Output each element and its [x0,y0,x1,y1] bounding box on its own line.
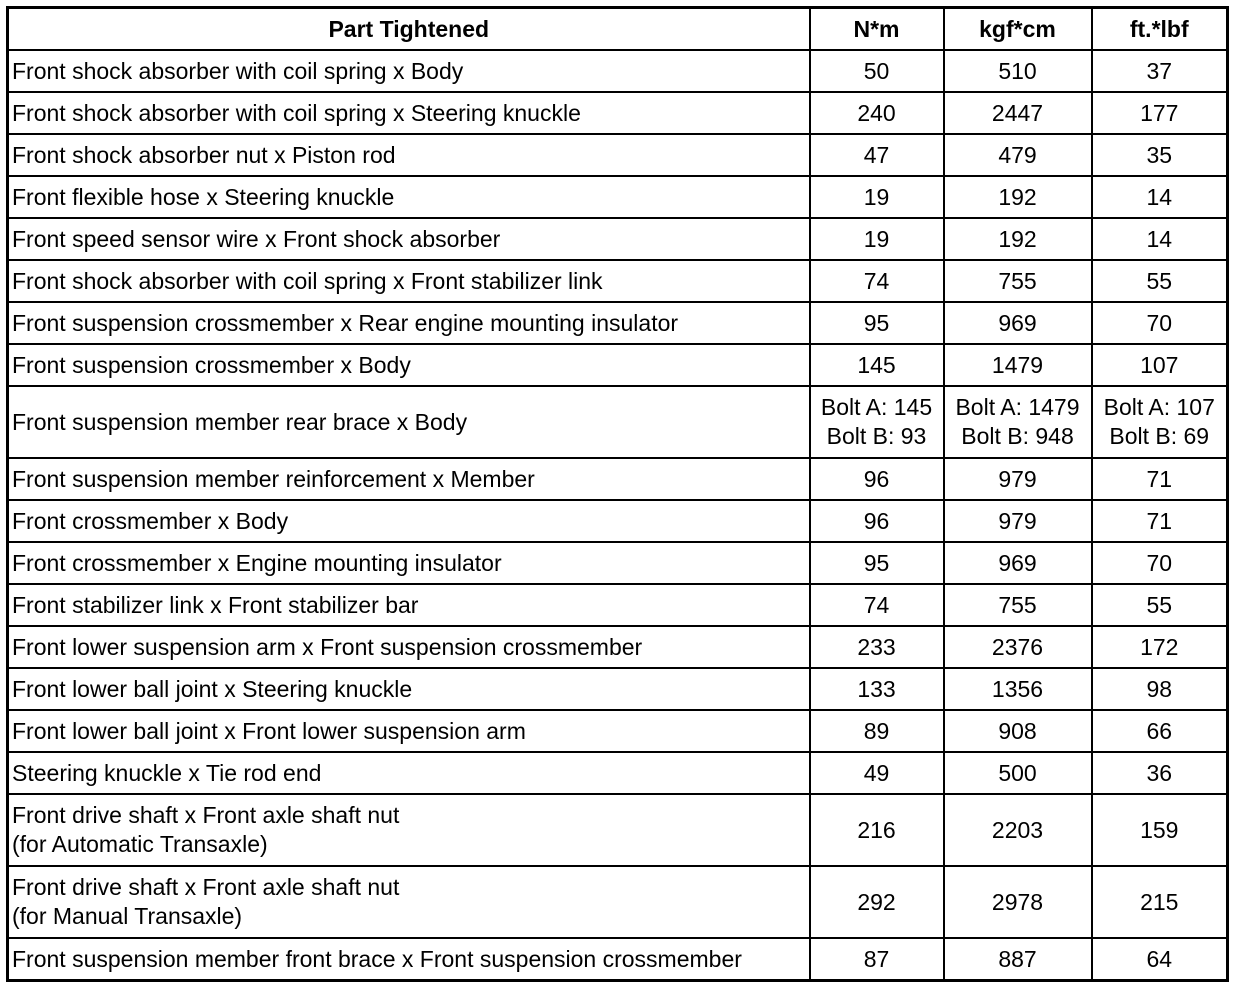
table-row [8,218,1228,260]
nm-cell: 19 [810,176,944,218]
table-row [8,344,1228,386]
nm-cell: 292 [810,866,944,938]
kgf-cell: 1356 [944,668,1092,710]
table-row [8,542,1228,584]
nm-cell: 19 [810,218,944,260]
header-part-tightened: Part Tightened [8,8,810,51]
table-row [8,752,1228,794]
ft-cell: 66 [1092,710,1228,752]
part-cell: Front suspension member reinforcement x Member [8,458,810,500]
part-cell: Front shock absorber with coil spring x Front stabilizer link [8,260,810,302]
nm-cell: 240 [810,92,944,134]
table-row [8,302,1228,344]
table-row [8,458,1228,500]
kgf-cell: 755 [944,584,1092,626]
ft-cell: 14 [1092,218,1228,260]
nm-cell: 96 [810,500,944,542]
table-row [8,176,1228,218]
part-cell: Front suspension crossmember x Rear engine mounting insulator [8,302,810,344]
header-newton-meter: N*m [810,8,944,51]
ft-cell: 177 [1092,92,1228,134]
nm-cell: 49 [810,752,944,794]
part-cell: Front shock absorber with coil spring x Steering knuckle [8,92,810,134]
header-kgf-cm: kgf*cm [944,8,1092,51]
nm-cell: 50 [810,50,944,92]
kgf-cell: 755 [944,260,1092,302]
part-cell: Front shock absorber nut x Piston rod [8,134,810,176]
ft-cell: Bolt A: 107 Bolt B: 69 [1092,386,1228,458]
kgf-cell: 479 [944,134,1092,176]
kgf-cell: 887 [944,938,1092,981]
torque-specification-table [6,6,1229,982]
header-ft-lbf: ft.*lbf [1092,8,1228,51]
ft-cell: 98 [1092,668,1228,710]
kgf-cell: 969 [944,542,1092,584]
table-row [8,584,1228,626]
table-row [8,92,1228,134]
table-row [8,668,1228,710]
part-cell: Front drive shaft x Front axle shaft nut (for Manual Transaxle) [8,866,810,938]
nm-cell: 95 [810,542,944,584]
ft-cell: 14 [1092,176,1228,218]
ft-cell: 159 [1092,794,1228,866]
kgf-cell: 2376 [944,626,1092,668]
kgf-cell: 979 [944,500,1092,542]
nm-cell: 47 [810,134,944,176]
ft-cell: 37 [1092,50,1228,92]
nm-cell: 216 [810,794,944,866]
part-cell: Front suspension member rear brace x Body [8,386,810,458]
nm-cell: 133 [810,668,944,710]
nm-cell: 87 [810,938,944,981]
table-row [8,938,1228,981]
part-cell: Front lower suspension arm x Front suspension crossmember [8,626,810,668]
kgf-cell: 969 [944,302,1092,344]
nm-cell: 96 [810,458,944,500]
ft-cell: 55 [1092,584,1228,626]
ft-cell: 64 [1092,938,1228,981]
part-cell: Steering knuckle x Tie rod end [8,752,810,794]
nm-cell: 74 [810,584,944,626]
table-row [8,794,1228,866]
table-row [8,260,1228,302]
nm-cell: Bolt A: 145 Bolt B: 93 [810,386,944,458]
kgf-cell: 2447 [944,92,1092,134]
table-row [8,134,1228,176]
table-row [8,500,1228,542]
kgf-cell: 192 [944,176,1092,218]
kgf-cell: 500 [944,752,1092,794]
ft-cell: 70 [1092,542,1228,584]
ft-cell: 35 [1092,134,1228,176]
part-cell: Front suspension member front brace x Front suspension crossmember [8,938,810,981]
part-cell: Front drive shaft x Front axle shaft nut (for Automatic Transaxle) [8,794,810,866]
part-cell: Front shock absorber with coil spring x Body [8,50,810,92]
ft-cell: 70 [1092,302,1228,344]
ft-cell: 71 [1092,458,1228,500]
table-row [8,866,1228,938]
table-header-row [8,8,1228,51]
part-cell: Front flexible hose x Steering knuckle [8,176,810,218]
table-row [8,386,1228,458]
kgf-cell: Bolt A: 1479 Bolt B: 948 [944,386,1092,458]
nm-cell: 233 [810,626,944,668]
ft-cell: 215 [1092,866,1228,938]
ft-cell: 71 [1092,500,1228,542]
ft-cell: 55 [1092,260,1228,302]
nm-cell: 74 [810,260,944,302]
part-cell: Front speed sensor wire x Front shock absorber [8,218,810,260]
part-cell: Front crossmember x Engine mounting insulator [8,542,810,584]
kgf-cell: 1479 [944,344,1092,386]
ft-cell: 36 [1092,752,1228,794]
table-row [8,710,1228,752]
part-cell: Front suspension crossmember x Body [8,344,810,386]
table-row [8,626,1228,668]
kgf-cell: 2203 [944,794,1092,866]
table-row [8,50,1228,92]
kgf-cell: 2978 [944,866,1092,938]
kgf-cell: 979 [944,458,1092,500]
part-cell: Front stabilizer link x Front stabilizer bar [8,584,810,626]
kgf-cell: 908 [944,710,1092,752]
ft-cell: 107 [1092,344,1228,386]
nm-cell: 145 [810,344,944,386]
part-cell: Front lower ball joint x Front lower suspension arm [8,710,810,752]
part-cell: Front lower ball joint x Steering knuckle [8,668,810,710]
ft-cell: 172 [1092,626,1228,668]
part-cell: Front crossmember x Body [8,500,810,542]
nm-cell: 89 [810,710,944,752]
nm-cell: 95 [810,302,944,344]
kgf-cell: 510 [944,50,1092,92]
kgf-cell: 192 [944,218,1092,260]
